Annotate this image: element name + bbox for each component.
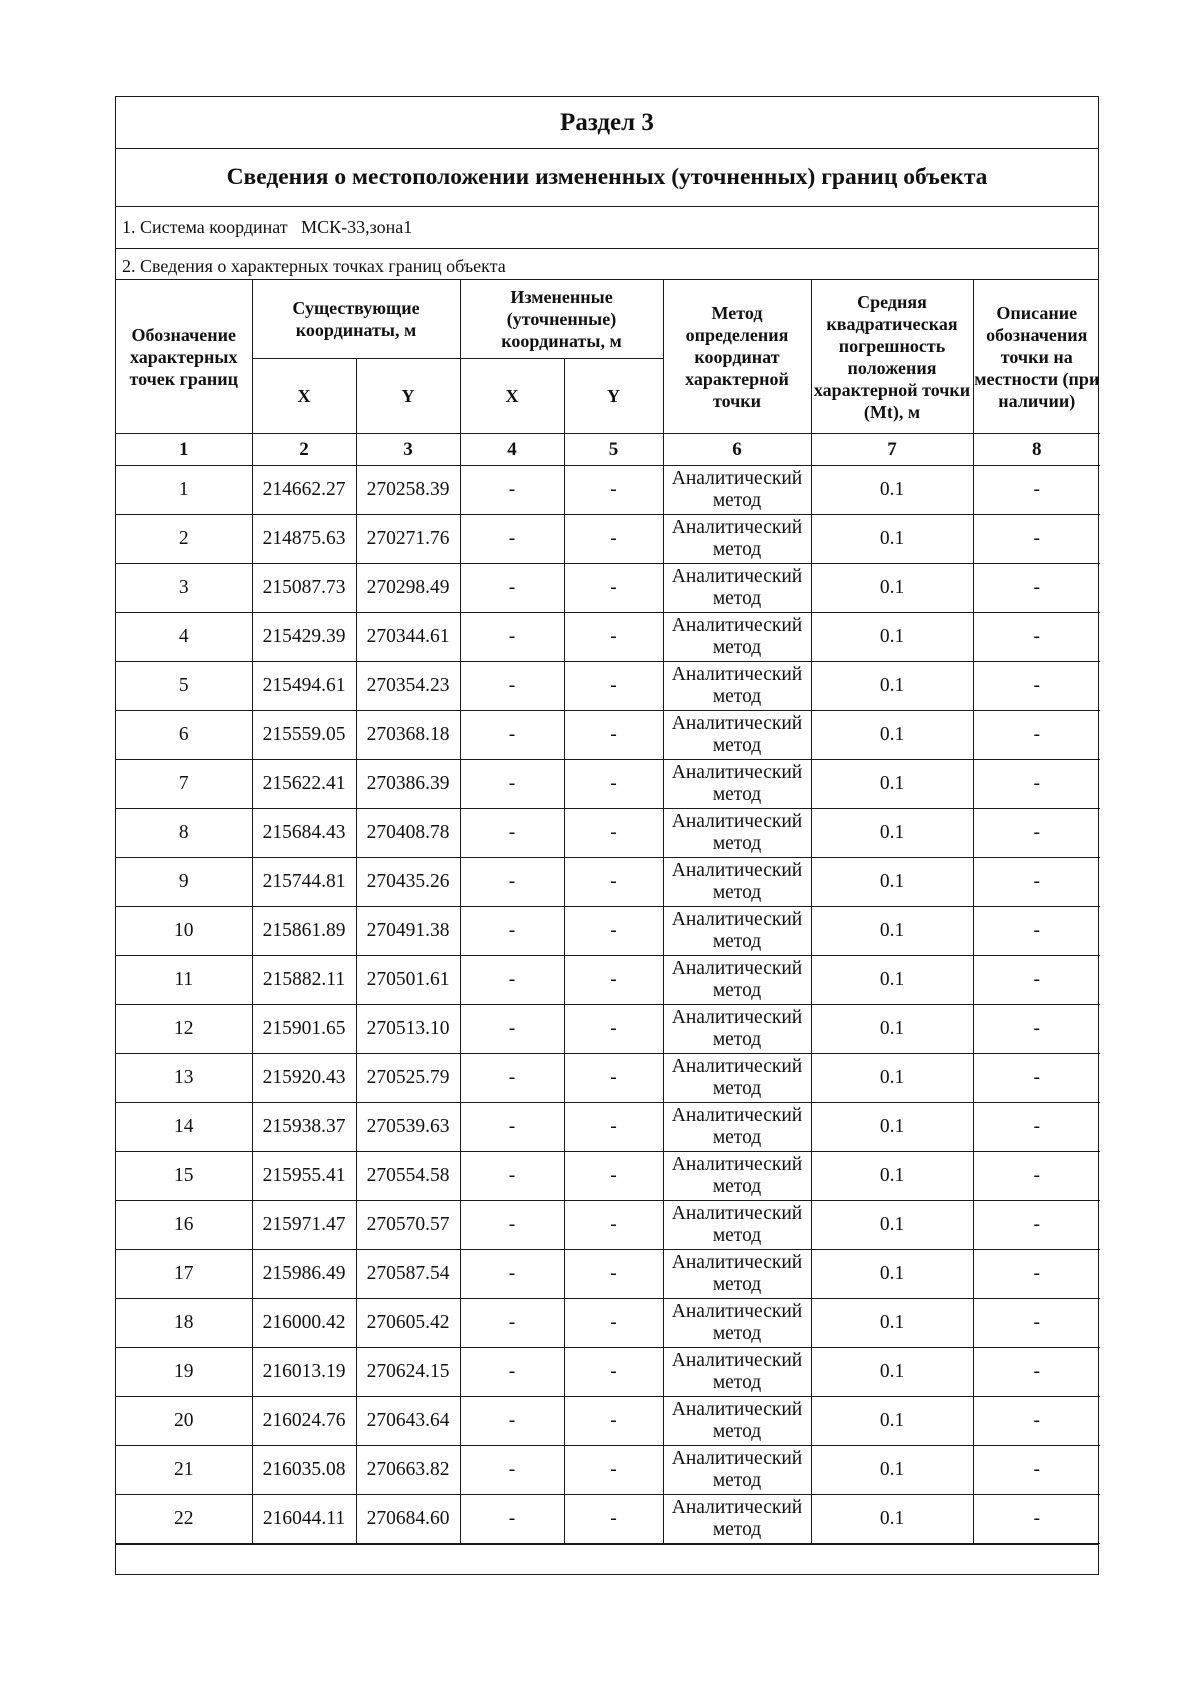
existing-y-cell: 270570.57 xyxy=(356,1201,460,1250)
mean-error-cell: 0.1 xyxy=(811,1397,973,1446)
point-number-cell: 14 xyxy=(116,1103,252,1152)
method-word: метод xyxy=(712,588,762,609)
existing-y-cell: 270271.76 xyxy=(356,515,460,564)
existing-x-cell: 215986.49 xyxy=(252,1250,356,1299)
method-cell xyxy=(663,564,811,613)
method-name: Аналитический xyxy=(671,664,803,685)
method-name: Аналитический xyxy=(671,762,803,783)
changed-y-cell: - xyxy=(564,1495,663,1544)
changed-x-cell: - xyxy=(460,1348,564,1397)
method-cell xyxy=(663,760,811,809)
existing-y-cell: 270435.26 xyxy=(356,858,460,907)
existing-y-cell: 270408.78 xyxy=(356,809,460,858)
description-cell: - xyxy=(973,809,1100,858)
description-cell: - xyxy=(973,1495,1100,1544)
method-cell xyxy=(663,1446,811,1495)
changed-x-cell: - xyxy=(460,1299,564,1348)
header-method: Метод определения координат характерной точки xyxy=(663,280,811,434)
method-word: метод xyxy=(712,833,762,854)
changed-y-cell: - xyxy=(564,662,663,711)
changed-x-cell: - xyxy=(460,1103,564,1152)
description-cell: - xyxy=(973,907,1100,956)
method-cell xyxy=(663,1348,811,1397)
description-cell: - xyxy=(973,858,1100,907)
point-number-cell: 22 xyxy=(116,1495,252,1544)
changed-x-cell: - xyxy=(460,1201,564,1250)
mean-error-cell: 0.1 xyxy=(811,613,973,662)
table-row xyxy=(116,1152,1100,1201)
method-cell xyxy=(663,662,811,711)
table-row xyxy=(116,760,1100,809)
method-name: Аналитический xyxy=(671,1056,803,1077)
description-cell: - xyxy=(973,1201,1100,1250)
mean-error-cell: 0.1 xyxy=(811,1446,973,1495)
method-name: Аналитический xyxy=(671,1497,803,1518)
point-number-cell: 17 xyxy=(116,1250,252,1299)
method-word: метод xyxy=(712,1225,762,1246)
method-word: метод xyxy=(712,686,762,707)
changed-x-cell: - xyxy=(460,711,564,760)
method-cell xyxy=(663,858,811,907)
table-footer-row xyxy=(116,1544,1098,1574)
changed-x-cell: - xyxy=(460,1152,564,1201)
description-cell: - xyxy=(973,515,1100,564)
existing-y-cell: 270663.82 xyxy=(356,1446,460,1495)
mean-error-cell: 0.1 xyxy=(811,907,973,956)
changed-y-cell: - xyxy=(564,466,663,515)
points-heading: 2. Сведения о характерных точках границ объекта xyxy=(116,249,1098,280)
description-cell: - xyxy=(973,711,1100,760)
point-number-cell: 5 xyxy=(116,662,252,711)
method-cell xyxy=(663,1495,811,1544)
point-number-cell: 20 xyxy=(116,1397,252,1446)
point-number-cell: 3 xyxy=(116,564,252,613)
existing-x-cell: 215901.65 xyxy=(252,1005,356,1054)
existing-y-cell: 270554.58 xyxy=(356,1152,460,1201)
existing-y-cell: 270298.49 xyxy=(356,564,460,613)
changed-x-cell: - xyxy=(460,1054,564,1103)
description-cell: - xyxy=(973,1397,1100,1446)
column-number: 8 xyxy=(973,434,1100,466)
document-section xyxy=(115,96,1099,1575)
mean-error-cell: 0.1 xyxy=(811,466,973,515)
existing-x-cell: 215622.41 xyxy=(252,760,356,809)
existing-y-cell: 270344.61 xyxy=(356,613,460,662)
existing-y-cell: 270368.18 xyxy=(356,711,460,760)
method-word: метод xyxy=(712,1127,762,1148)
existing-x-cell: 215861.89 xyxy=(252,907,356,956)
method-word: метод xyxy=(712,1519,762,1540)
table-row xyxy=(116,956,1100,1005)
changed-y-cell: - xyxy=(564,809,663,858)
point-number-cell: 12 xyxy=(116,1005,252,1054)
header-changed-coords: Измененные (уточненные) координаты, м xyxy=(460,280,663,359)
existing-y-cell: 270684.60 xyxy=(356,1495,460,1544)
existing-x-cell: 215955.41 xyxy=(252,1152,356,1201)
method-name: Аналитический xyxy=(671,1252,803,1273)
description-cell: - xyxy=(973,760,1100,809)
table-row xyxy=(116,809,1100,858)
section-title: Раздел 3 xyxy=(116,97,1098,149)
existing-y-cell: 270501.61 xyxy=(356,956,460,1005)
point-number-cell: 2 xyxy=(116,515,252,564)
method-word: метод xyxy=(712,1421,762,1442)
existing-x-cell: 215494.61 xyxy=(252,662,356,711)
table-row xyxy=(116,466,1100,515)
changed-y-cell: - xyxy=(564,564,663,613)
method-cell xyxy=(663,1103,811,1152)
changed-x-cell: - xyxy=(460,956,564,1005)
changed-y-cell: - xyxy=(564,1397,663,1446)
table-row xyxy=(116,1495,1100,1544)
mean-error-cell: 0.1 xyxy=(811,1250,973,1299)
points-table-body xyxy=(116,466,1100,1544)
changed-y-cell: - xyxy=(564,1250,663,1299)
changed-y-cell: - xyxy=(564,711,663,760)
table-row xyxy=(116,1201,1100,1250)
method-cell xyxy=(663,1299,811,1348)
changed-y-cell: - xyxy=(564,1446,663,1495)
header-changed-x: X xyxy=(460,359,564,434)
method-name: Аналитический xyxy=(671,1448,803,1469)
existing-x-cell: 215971.47 xyxy=(252,1201,356,1250)
method-word: метод xyxy=(712,1323,762,1344)
method-name: Аналитический xyxy=(671,909,803,930)
changed-y-cell: - xyxy=(564,613,663,662)
method-word: метод xyxy=(712,637,762,658)
column-number: 6 xyxy=(663,434,811,466)
mean-error-cell: 0.1 xyxy=(811,809,973,858)
description-cell: - xyxy=(973,466,1100,515)
description-cell: - xyxy=(973,1005,1100,1054)
coord-system-line: 1. Система координат МСК-33,зона1 xyxy=(116,207,1098,249)
description-cell: - xyxy=(973,1250,1100,1299)
existing-x-cell: 215087.73 xyxy=(252,564,356,613)
method-cell xyxy=(663,1005,811,1054)
changed-y-cell: - xyxy=(564,858,663,907)
method-cell xyxy=(663,466,811,515)
table-row xyxy=(116,1250,1100,1299)
mean-error-cell: 0.1 xyxy=(811,1152,973,1201)
existing-x-cell: 216000.42 xyxy=(252,1299,356,1348)
table-row xyxy=(116,662,1100,711)
description-cell: - xyxy=(973,1103,1100,1152)
method-name: Аналитический xyxy=(671,1350,803,1371)
existing-y-cell: 270258.39 xyxy=(356,466,460,515)
existing-y-cell: 270539.63 xyxy=(356,1103,460,1152)
existing-y-cell: 270587.54 xyxy=(356,1250,460,1299)
table-row xyxy=(116,1054,1100,1103)
point-number-cell: 4 xyxy=(116,613,252,662)
changed-y-cell: - xyxy=(564,760,663,809)
description-cell: - xyxy=(973,956,1100,1005)
existing-x-cell: 216024.76 xyxy=(252,1397,356,1446)
header-changed-y: Y xyxy=(564,359,663,434)
mean-error-cell: 0.1 xyxy=(811,662,973,711)
existing-x-cell: 215744.81 xyxy=(252,858,356,907)
point-number-cell: 19 xyxy=(116,1348,252,1397)
point-number-cell: 8 xyxy=(116,809,252,858)
changed-y-cell: - xyxy=(564,1005,663,1054)
description-cell: - xyxy=(973,1446,1100,1495)
method-cell xyxy=(663,1250,811,1299)
mean-error-cell: 0.1 xyxy=(811,760,973,809)
table-row xyxy=(116,1397,1100,1446)
existing-x-cell: 215938.37 xyxy=(252,1103,356,1152)
method-word: метод xyxy=(712,1470,762,1491)
point-number-cell: 16 xyxy=(116,1201,252,1250)
description-cell: - xyxy=(973,1054,1100,1103)
header-existing-x: X xyxy=(252,359,356,434)
existing-x-cell: 215559.05 xyxy=(252,711,356,760)
method-name: Аналитический xyxy=(671,1399,803,1420)
existing-y-cell: 270624.15 xyxy=(356,1348,460,1397)
method-name: Аналитический xyxy=(671,713,803,734)
table-row xyxy=(116,1299,1100,1348)
existing-y-cell: 270525.79 xyxy=(356,1054,460,1103)
method-word: метод xyxy=(712,980,762,1001)
method-word: метод xyxy=(712,1176,762,1197)
existing-y-cell: 270354.23 xyxy=(356,662,460,711)
section-subtitle: Сведения о местоположении измененных (уточненных) границ объекта xyxy=(116,149,1098,207)
point-number-cell: 15 xyxy=(116,1152,252,1201)
point-number-cell: 7 xyxy=(116,760,252,809)
point-number-cell: 13 xyxy=(116,1054,252,1103)
changed-x-cell: - xyxy=(460,662,564,711)
method-name: Аналитический xyxy=(671,517,803,538)
description-cell: - xyxy=(973,1348,1100,1397)
method-cell xyxy=(663,1054,811,1103)
description-cell: - xyxy=(973,662,1100,711)
method-word: метод xyxy=(712,490,762,511)
table-row xyxy=(116,711,1100,760)
changed-y-cell: - xyxy=(564,1201,663,1250)
existing-x-cell: 215684.43 xyxy=(252,809,356,858)
table-row xyxy=(116,1005,1100,1054)
method-cell xyxy=(663,515,811,564)
changed-x-cell: - xyxy=(460,515,564,564)
mean-error-cell: 0.1 xyxy=(811,1299,973,1348)
existing-x-cell: 215882.11 xyxy=(252,956,356,1005)
changed-y-cell: - xyxy=(564,907,663,956)
method-name: Аналитический xyxy=(671,1154,803,1175)
header-point-designation: Обозначение характерных точек границ xyxy=(116,280,252,434)
existing-y-cell: 270386.39 xyxy=(356,760,460,809)
point-number-cell: 11 xyxy=(116,956,252,1005)
point-number-cell: 21 xyxy=(116,1446,252,1495)
existing-x-cell: 216035.08 xyxy=(252,1446,356,1495)
column-number: 3 xyxy=(356,434,460,466)
column-number: 4 xyxy=(460,434,564,466)
changed-x-cell: - xyxy=(460,1495,564,1544)
changed-x-cell: - xyxy=(460,1397,564,1446)
header-mean-error: Средняя квадратическая погрешность положения характерной точки (Mt), м xyxy=(811,280,973,434)
mean-error-cell: 0.1 xyxy=(811,1103,973,1152)
method-name: Аналитический xyxy=(671,860,803,881)
method-cell xyxy=(663,711,811,760)
method-name: Аналитический xyxy=(671,811,803,832)
description-cell: - xyxy=(973,564,1100,613)
table-row xyxy=(116,907,1100,956)
method-cell xyxy=(663,1397,811,1446)
table-row xyxy=(116,1103,1100,1152)
existing-y-cell: 270513.10 xyxy=(356,1005,460,1054)
column-number: 1 xyxy=(116,434,252,466)
description-cell: - xyxy=(973,613,1100,662)
method-word: метод xyxy=(712,784,762,805)
method-name: Аналитический xyxy=(671,468,803,489)
method-word: метод xyxy=(712,882,762,903)
changed-x-cell: - xyxy=(460,907,564,956)
changed-x-cell: - xyxy=(460,1446,564,1495)
changed-x-cell: - xyxy=(460,564,564,613)
existing-x-cell: 215429.39 xyxy=(252,613,356,662)
point-number-cell: 10 xyxy=(116,907,252,956)
column-number: 5 xyxy=(564,434,663,466)
header-description: Описание обозначения точки на местности (при наличии) xyxy=(973,280,1100,434)
table-row xyxy=(116,1348,1100,1397)
changed-x-cell: - xyxy=(460,760,564,809)
column-number-row xyxy=(116,434,1100,466)
points-table xyxy=(116,280,1100,1544)
existing-x-cell: 216013.19 xyxy=(252,1348,356,1397)
method-name: Аналитический xyxy=(671,1105,803,1126)
method-word: метод xyxy=(712,931,762,952)
changed-y-cell: - xyxy=(564,1299,663,1348)
table-row xyxy=(116,858,1100,907)
method-word: метод xyxy=(712,1274,762,1295)
method-word: метод xyxy=(712,1078,762,1099)
method-name: Аналитический xyxy=(671,1203,803,1224)
changed-x-cell: - xyxy=(460,613,564,662)
column-number: 7 xyxy=(811,434,973,466)
existing-x-cell: 215920.43 xyxy=(252,1054,356,1103)
method-word: метод xyxy=(712,735,762,756)
header-existing-coords: Существующие координаты, м xyxy=(252,280,460,359)
mean-error-cell: 0.1 xyxy=(811,858,973,907)
changed-y-cell: - xyxy=(564,1152,663,1201)
method-word: метод xyxy=(712,1372,762,1393)
existing-x-cell: 216044.11 xyxy=(252,1495,356,1544)
method-name: Аналитический xyxy=(671,958,803,979)
mean-error-cell: 0.1 xyxy=(811,711,973,760)
table-row xyxy=(116,1446,1100,1495)
method-word: метод xyxy=(712,1029,762,1050)
method-cell xyxy=(663,613,811,662)
changed-y-cell: - xyxy=(564,956,663,1005)
mean-error-cell: 0.1 xyxy=(811,1054,973,1103)
mean-error-cell: 0.1 xyxy=(811,1005,973,1054)
point-number-cell: 6 xyxy=(116,711,252,760)
point-number-cell: 9 xyxy=(116,858,252,907)
existing-y-cell: 270491.38 xyxy=(356,907,460,956)
table-row xyxy=(116,515,1100,564)
column-number: 2 xyxy=(252,434,356,466)
existing-y-cell: 270643.64 xyxy=(356,1397,460,1446)
header-existing-y: Y xyxy=(356,359,460,434)
mean-error-cell: 0.1 xyxy=(811,956,973,1005)
mean-error-cell: 0.1 xyxy=(811,515,973,564)
existing-x-cell: 214875.63 xyxy=(252,515,356,564)
changed-y-cell: - xyxy=(564,1054,663,1103)
point-number-cell: 18 xyxy=(116,1299,252,1348)
mean-error-cell: 0.1 xyxy=(811,1348,973,1397)
changed-y-cell: - xyxy=(564,515,663,564)
changed-x-cell: - xyxy=(460,809,564,858)
table-row xyxy=(116,564,1100,613)
existing-x-cell: 214662.27 xyxy=(252,466,356,515)
mean-error-cell: 0.1 xyxy=(811,1201,973,1250)
changed-y-cell: - xyxy=(564,1103,663,1152)
existing-y-cell: 270605.42 xyxy=(356,1299,460,1348)
changed-x-cell: - xyxy=(460,1250,564,1299)
method-cell xyxy=(663,907,811,956)
description-cell: - xyxy=(973,1152,1100,1201)
table-row xyxy=(116,613,1100,662)
changed-x-cell: - xyxy=(460,466,564,515)
method-cell xyxy=(663,956,811,1005)
method-cell xyxy=(663,1152,811,1201)
point-number-cell: 1 xyxy=(116,466,252,515)
mean-error-cell: 0.1 xyxy=(811,1495,973,1544)
changed-x-cell: - xyxy=(460,1005,564,1054)
method-name: Аналитический xyxy=(671,566,803,587)
method-cell xyxy=(663,809,811,858)
method-word: метод xyxy=(712,539,762,560)
method-name: Аналитический xyxy=(671,1301,803,1322)
method-cell xyxy=(663,1201,811,1250)
description-cell: - xyxy=(973,1299,1100,1348)
changed-x-cell: - xyxy=(460,858,564,907)
changed-y-cell: - xyxy=(564,1348,663,1397)
mean-error-cell: 0.1 xyxy=(811,564,973,613)
method-name: Аналитический xyxy=(671,1007,803,1028)
method-name: Аналитический xyxy=(671,615,803,636)
